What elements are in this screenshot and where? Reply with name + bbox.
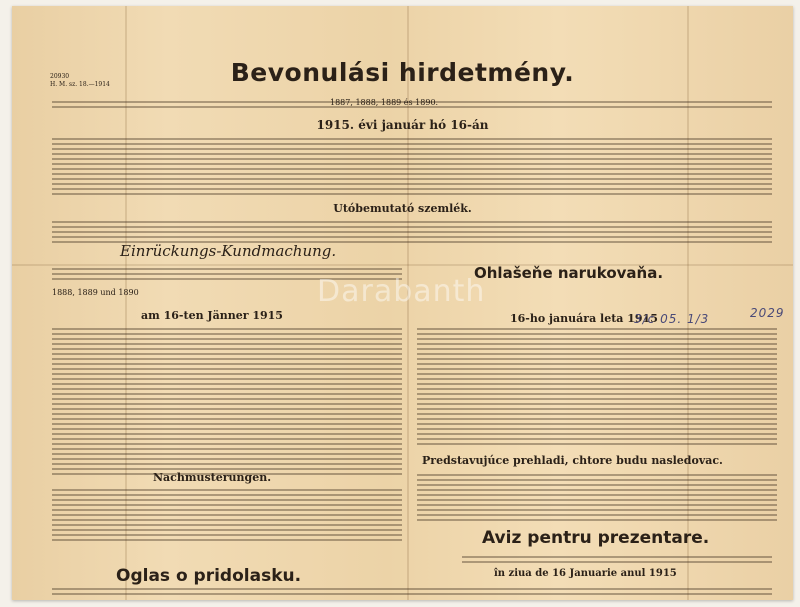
date-sk: 16-ho januára leta 1915 (510, 312, 658, 325)
date-hu: 1915. évi január hó 16-án (316, 118, 489, 132)
text-block (417, 474, 777, 524)
romanian-date: în ziua de 16 Januarie anul 1915 (494, 568, 677, 579)
german-title: Einrückungs-Kundmachung. (120, 242, 337, 260)
handwritten-note: 3/c 05. 1/3 (634, 312, 710, 326)
section-heading-hu: Utóbemutató szemlék. (333, 202, 472, 215)
page-title: Bevonulási hirdetmény. (230, 58, 575, 87)
text-block (52, 489, 402, 544)
handwritten-number: 2029 (750, 306, 785, 320)
watermark: Darabanth (317, 274, 486, 309)
years-hu: 1887, 1888, 1889 és 1890. (330, 98, 439, 107)
poster (12, 6, 793, 600)
text-block (462, 556, 772, 566)
text-block (52, 138, 772, 198)
slovak-title: Ohlašeňe narukovaňa. (474, 264, 664, 282)
section-heading-de: Nachmusterungen. (152, 471, 272, 484)
reference-number: 20930 H. M. sz. 18.—1914 (50, 73, 110, 88)
text-block (52, 328, 402, 478)
date-de: am 16-ten Jänner 1915 (141, 309, 283, 322)
ruthenian-title: Oglas o pridolasku. (116, 566, 302, 586)
fold-line (12, 264, 793, 266)
text-block (417, 328, 777, 448)
years-de: 1888, 1889 und 1890 (52, 288, 139, 297)
text-block (52, 588, 772, 598)
romanian-title: Aviz pentru prezentare. (482, 528, 710, 548)
section-heading-sk: Predstavujúce prehladi, chtore budu nasledovac. (422, 454, 723, 467)
